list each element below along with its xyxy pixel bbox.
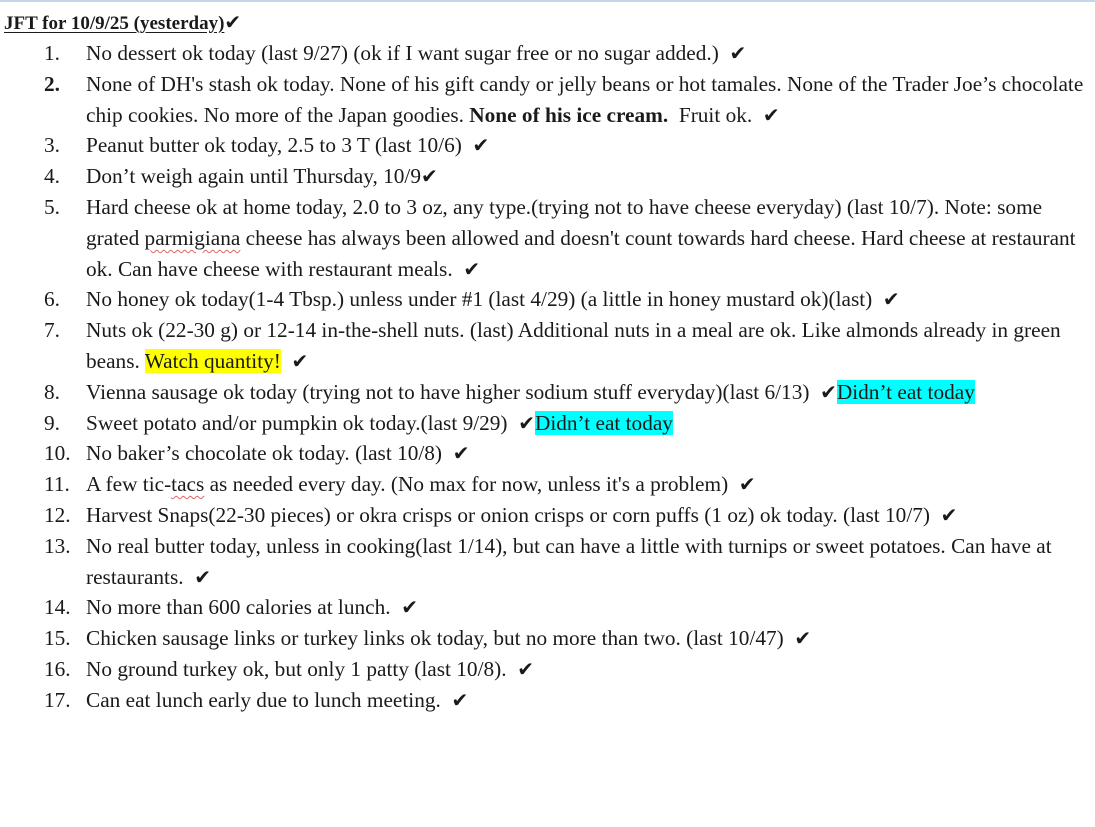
list-item (4, 654, 1089, 685)
list-item (4, 408, 1089, 439)
item-text: Harvest Snaps(22-30 pieces) or okra crisps or onion crisps or corn puffs (1 oz) ok today. (last 10/7) (86, 502, 930, 527)
list-item (4, 130, 1089, 161)
check-mark-icon: ✔ (518, 410, 535, 435)
list-item (4, 284, 1089, 315)
document-body (4, 9, 1089, 716)
check-mark-icon: ✔ (451, 687, 469, 712)
item-text: None of DH's stash ok today. None of his gift candy or jelly beans or hot tamales. None of the Trader Joe’s chocolate chip cookies. No more of the Japan goodies. (86, 71, 1084, 127)
item-number: 8. (44, 379, 60, 404)
item-text-bold: None of his ice cream. (469, 102, 669, 127)
check-mark-icon: ✔ (738, 472, 756, 497)
item-text: Vienna sausage ok today (trying not to have higher sodium stuff everyday)(last 6/13) (86, 379, 810, 404)
item-number: 1. (44, 41, 60, 65)
item-number: 4. (44, 164, 60, 189)
list-item (4, 623, 1089, 654)
check-mark-icon: ✔ (401, 595, 418, 620)
check-mark-icon: ✔ (882, 287, 900, 312)
item-number: 5. (44, 194, 60, 219)
item-text: Fruit ok. (678, 102, 753, 127)
list-item (4, 192, 1089, 284)
highlight-cyan: Didn’t eat today (836, 379, 975, 404)
list-item (4, 469, 1089, 500)
item-text: No more than 600 calories at lunch. (86, 595, 391, 620)
list-item (4, 500, 1089, 531)
item-text: No ground turkey ok, but only 1 patty (last 10/8). (86, 656, 507, 681)
item-text: cheese has always been allowed and doesn't count towards hard cheese. Hard cheese at restaurant ok. Can have cheese with restaurant meals. (86, 225, 1076, 281)
item-text: Chicken sausage links or turkey links ok today, but no more than two. (last 10/47) (86, 626, 784, 651)
item-number: 17. (44, 687, 71, 712)
list-item (4, 531, 1089, 593)
top-border (0, 0, 1095, 2)
check-mark-icon: ✔ (421, 164, 438, 189)
spellcheck-word: parmigiana (144, 225, 241, 250)
check-mark-icon: ✔ (729, 41, 747, 65)
item-text: No dessert ok today (last 9/27) (ok if I want sugar free or no sugar added.) (86, 41, 719, 65)
list-item (4, 377, 1089, 408)
item-text: Peanut butter ok today, 2.5 to 3 T (last 10/6) (86, 133, 462, 158)
item-number: 3. (44, 133, 60, 158)
check-mark-icon: ✔ (940, 502, 958, 527)
item-text: No baker’s chocolate ok today. (last 10/8) (86, 441, 443, 466)
item-text: No honey ok today(1-4 Tbsp.) unless under #1 (last 4/29) (a little in honey mustard ok)(last) (86, 287, 873, 312)
check-mark-icon: ✔ (794, 626, 812, 651)
item-text: Can eat lunch early due to lunch meeting. (86, 687, 441, 712)
rules-list (4, 38, 1089, 716)
check-mark-icon: ✔ (291, 348, 309, 373)
check-mark-icon: ✔ (463, 256, 481, 281)
item-number: 16. (44, 656, 71, 681)
item-text: A few tic- (86, 472, 172, 497)
highlight-yellow: Watch quantity! (144, 348, 281, 373)
check-mark-icon: ✔ (472, 133, 490, 158)
item-number: 6. (44, 287, 60, 312)
title-text: JFT for 10/9/25 (yesterday) (4, 13, 225, 34)
item-number: 15. (44, 626, 71, 651)
highlight-cyan: Didn’t eat today (534, 410, 673, 435)
list-item (4, 161, 1089, 192)
list-item (4, 438, 1089, 469)
item-text: as needed every day. (No max for now, unless it's a problem) (209, 472, 729, 497)
list-item (4, 685, 1089, 716)
check-mark-icon: ✔ (452, 441, 470, 466)
check-mark-icon: ✔ (517, 656, 534, 681)
item-number: 9. (44, 410, 60, 435)
spellcheck-word: tacs (171, 472, 205, 497)
check-mark-icon: ✔ (762, 102, 780, 127)
document-title (4, 9, 1089, 37)
item-number: 11. (44, 472, 70, 497)
item-number: 10. (44, 441, 71, 466)
check-mark-icon: ✔ (224, 10, 242, 34)
list-item (4, 38, 1089, 69)
item-number: 12. (44, 502, 71, 527)
item-text: Nuts ok (22-30 g) or 12-14 in-the-shell nuts. (last) Additional nuts in a meal are ok. Like almonds already in green beans. (86, 318, 1061, 373)
list-item (4, 69, 1089, 131)
item-text: Sweet potato and/or pumpkin ok today.(last 9/29) (86, 410, 508, 435)
item-text: Hard cheese ok at home today, 2.0 to 3 oz, any type.(trying not to have cheese everyday) (last 10/7). Note: some grated (86, 194, 1043, 250)
item-text: No real butter today, unless in cooking(last 1/14), but can have a little with turnips or sweet potatoes. Can have at restaurants. (86, 533, 1052, 589)
check-mark-icon: ✔ (194, 564, 211, 589)
item-text: Don’t weigh again until Thursday, 10/9 (86, 164, 421, 189)
list-item (4, 592, 1089, 623)
item-number: 14. (44, 595, 71, 620)
check-mark-icon: ✔ (820, 379, 837, 404)
item-number: 2. (44, 71, 60, 96)
item-number: 13. (44, 533, 71, 558)
item-number: 7. (44, 318, 60, 343)
list-item (4, 315, 1089, 377)
